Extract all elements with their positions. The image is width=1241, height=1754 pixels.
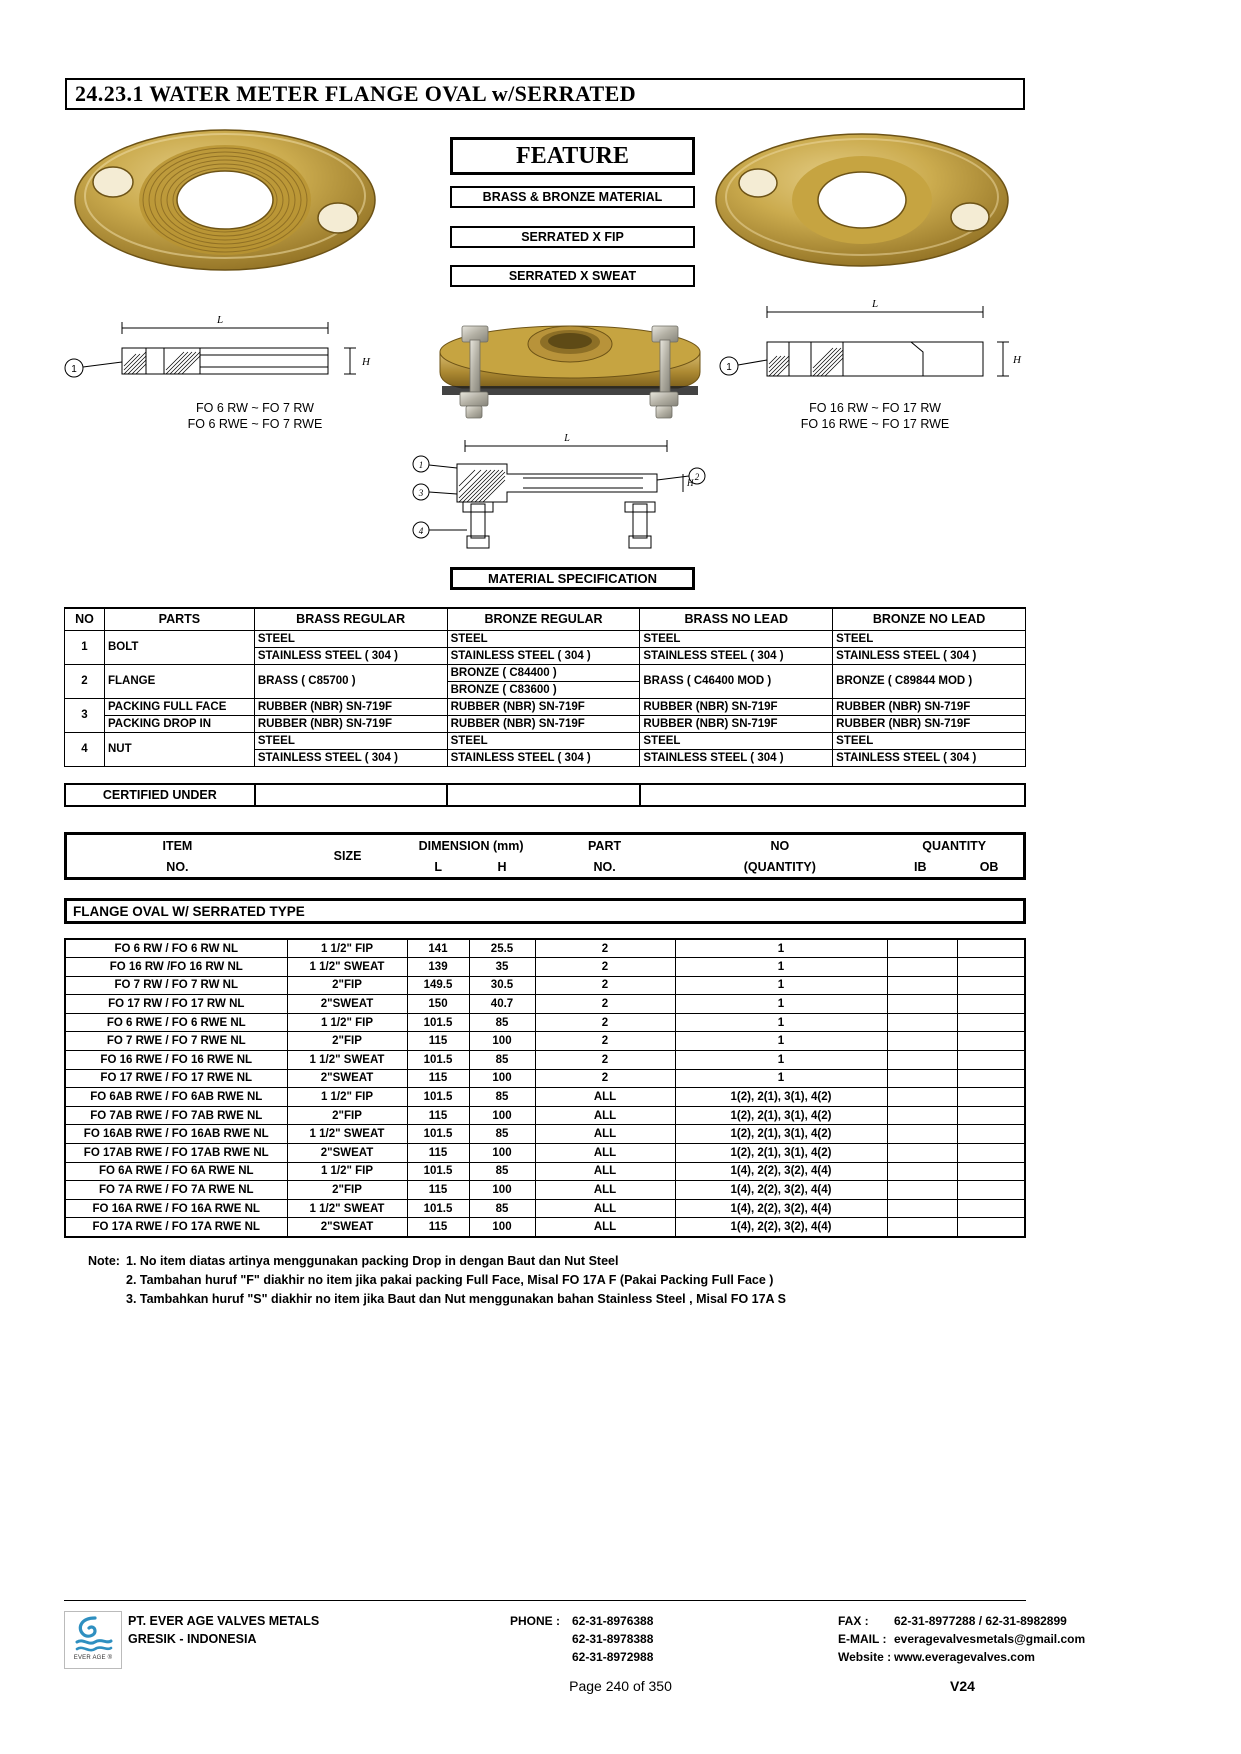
cell-h: 100 [469,1032,535,1051]
caption-right-line2: FO 16 RWE ~ FO 17 RWE [800,417,950,431]
cell-no-quantity: 1(2), 2(1), 3(1), 4(2) [675,1144,887,1163]
note-text-2: 2. Tambahan huruf "F" diakhir no item jika pakai packing Full Face, Misal FO 17A F (Pakai Packing Full Face ) [126,1273,774,1287]
section-drawing-left [60,310,400,405]
feature-item-fip [450,226,695,248]
cell-h: 85 [469,1162,535,1181]
cell-l: 141 [407,939,469,958]
cell-value: BRASS ( C85700 ) [254,664,447,698]
cell-ob [957,976,1025,995]
cell-item-no: FO 7 RW / FO 7 RW NL [65,976,287,995]
cell-size: 2"FIP [287,1106,407,1125]
footer-website-row [838,1648,1085,1666]
cell-part: NUT [104,732,254,766]
cell-value: RUBBER (NBR) SN-719F [640,698,833,715]
cell-value: RUBBER (NBR) SN-719F [254,698,447,715]
cell-value: STAINLESS STEEL ( 304 ) [833,647,1026,664]
cell-value: STAINLESS STEEL ( 304 ) [254,647,447,664]
cell-size: 2"FIP [287,1181,407,1200]
cell-ib [887,1144,957,1163]
cell-part: BOLT [104,630,254,664]
certified-under-label: CERTIFIED UNDER [65,784,255,806]
cell-size: 2"SWEAT [287,1218,407,1237]
cell-ob [957,1032,1025,1051]
cell-ib [887,1199,957,1218]
dim-l: L [434,859,442,874]
dim-h: H [497,859,507,874]
table-row [65,958,1025,977]
svg-text:H: H [362,356,370,368]
cell-value: RUBBER (NBR) SN-719F [833,715,1026,732]
col-brass-no-lead: BRASS NO LEAD [640,608,833,630]
flange-data-table [64,938,1026,1238]
cell-l: 115 [407,1069,469,1088]
footer-contact-block [838,1612,1085,1666]
table-row [65,732,1026,749]
cell-no: 4 [65,732,105,766]
cell-ob [957,1013,1025,1032]
feature-item-label: SERRATED X SWEAT [508,269,637,283]
cell-item-no: FO 6 RW / FO 6 RW NL [65,939,287,958]
assembly-drawing [395,432,725,562]
cell-ob [957,995,1025,1014]
cell-value: RUBBER (NBR) SN-719F [640,715,833,732]
table-row [65,1088,1025,1107]
note-row-3 [88,1290,786,1309]
dim-item-top: ITEM [162,838,193,853]
cell-part: PACKING FULL FACE [104,698,254,715]
svg-text:L: L [216,314,224,326]
cell-no-quantity: 1(2), 2(1), 3(1), 4(2) [675,1088,887,1107]
cell-l: 150 [407,995,469,1014]
cell-part: PACKING DROP IN [104,715,254,732]
svg-text:1: 1 [726,362,732,373]
cell-no-quantity: 1(2), 2(1), 3(1), 4(2) [675,1125,887,1144]
cell-value: BRONZE ( C83600 ) [447,681,640,698]
table-row [65,1106,1025,1125]
cell-l: 115 [407,1106,469,1125]
cell-ib [887,1162,957,1181]
feature-item-label: SERRATED X FIP [521,230,624,244]
cell-no-quantity: 1(2), 2(1), 3(1), 4(2) [675,1106,887,1125]
page-title: 24.23.1 WATER METER FLANGE OVAL w/SERRATED [75,81,636,106]
caption-left-line2: FO 6 RWE ~ FO 7 RWE [187,417,323,431]
footer-website-value[interactable]: www.everagevalves.com [894,1650,1035,1664]
cell-value: STEEL [833,732,1026,749]
cell-no-quantity: 1(4), 2(2), 3(2), 4(4) [675,1218,887,1237]
cell-item-no: FO 17A RWE / FO 17A RWE NL [65,1218,287,1237]
table-row [65,630,1026,647]
cell-value: BRASS ( C46400 MOD ) [640,664,833,698]
cell-l: 101.5 [407,1162,469,1181]
footer-company [128,1612,319,1648]
cell-h: 25.5 [469,939,535,958]
dim-ob: OB [979,859,999,874]
cell-value: STEEL [254,732,447,749]
cell-item-no: FO 6A RWE / FO 6A RWE NL [65,1162,287,1181]
feature-item-label: BRASS & BRONZE MATERIAL [482,190,663,204]
cell-part-no: ALL [535,1144,675,1163]
cell-no-quantity: 1 [675,1032,887,1051]
footer-fax-row [838,1612,1085,1630]
cell-item-no: FO 16A RWE / FO 16A RWE NL [65,1199,287,1218]
cell-size: 1 1/2" SWEAT [287,1125,407,1144]
cell-value: STAINLESS STEEL ( 304 ) [640,647,833,664]
version-number: V24 [950,1678,975,1694]
table-row [65,1218,1025,1237]
table-row [65,698,1026,715]
caption-right [740,400,1010,432]
feature-item-material [450,186,695,208]
svg-text:2: 2 [694,472,700,482]
cell-item-no: FO 6 RWE / FO 6 RWE NL [65,1013,287,1032]
cell-no-quantity: 1 [675,1069,887,1088]
cell-item-no: FO 7A RWE / FO 7A RWE NL [65,1181,287,1200]
footer-phone-row-1 [510,1612,653,1630]
dimension-header-box [64,832,1026,880]
table-row [65,939,1025,958]
notes-label: Note: [88,1254,120,1268]
cell-value: STEEL [254,630,447,647]
cell-h: 30.5 [469,976,535,995]
caption-right-line1: FO 16 RW ~ FO 17 RW [809,401,941,415]
col-parts: PARTS [104,608,254,630]
table-row [65,784,1025,806]
footer-fax-label: FAX : [838,1614,869,1628]
cell-no-quantity: 1 [675,1051,887,1070]
cell-l: 101.5 [407,1051,469,1070]
col-brass-regular: BRASS REGULAR [254,608,447,630]
table-header-row [65,608,1026,630]
cell-item-no: FO 16AB RWE / FO 16AB RWE NL [65,1125,287,1144]
footer-email-value[interactable]: everagevalvesmetals@gmail.com [894,1632,1086,1646]
cell-ob [957,1199,1025,1218]
certified-under-cell-3 [640,784,1025,806]
cell-no-quantity: 1 [675,1013,887,1032]
cell-value: STAINLESS STEEL ( 304 ) [254,749,447,766]
table-row [65,664,1026,681]
cell-ib [887,976,957,995]
table-row [65,1051,1025,1070]
svg-text:L: L [564,433,570,444]
cell-no-quantity: 1 [675,976,887,995]
cell-h: 100 [469,1106,535,1125]
col-bronze-regular: BRONZE REGULAR [447,608,640,630]
cell-ib [887,1032,957,1051]
cell-value: RUBBER (NBR) SN-719F [254,715,447,732]
cell-ob [957,1181,1025,1200]
table-row [65,715,1026,732]
cell-ob [957,1125,1025,1144]
footer-company-name: PT. EVER AGE VALVES METALS [128,1614,320,1628]
svg-text:3: 3 [418,488,424,498]
cell-part-no: ALL [535,1181,675,1200]
col-bronze-no-lead: BRONZE NO LEAD [833,608,1026,630]
cell-h: 85 [469,1125,535,1144]
cell-ib [887,1051,957,1070]
cell-item-no: FO 17AB RWE / FO 17AB RWE NL [65,1144,287,1163]
cell-item-no: FO 7AB RWE / FO 7AB RWE NL [65,1106,287,1125]
cell-ib [887,1125,957,1144]
cell-ib [887,1106,957,1125]
notes-block [88,1252,786,1309]
cell-ob [957,1106,1025,1125]
cell-value: STEEL [640,630,833,647]
cell-size: 2"SWEAT [287,1144,407,1163]
cell-ib [887,995,957,1014]
assembly-photo [420,300,720,430]
cell-value: BRONZE ( C84400 ) [447,664,640,681]
footer-phone-3: 62-31-8972988 [572,1650,654,1664]
cell-value: STEEL [640,732,833,749]
note-row-1 [88,1252,786,1271]
material-spec-heading: MATERIAL SPECIFICATION [488,571,657,586]
cell-no-quantity: 1 [675,939,887,958]
cell-l: 101.5 [407,1013,469,1032]
svg-text:1: 1 [71,364,77,375]
material-spec-heading-box [450,567,695,590]
footer-divider [64,1600,1026,1601]
cell-l: 115 [407,1144,469,1163]
cell-h: 85 [469,1088,535,1107]
cell-part-no: 2 [535,1051,675,1070]
dim-part-bottom: NO. [593,859,616,874]
cell-value: STAINLESS STEEL ( 304 ) [833,749,1026,766]
feature-heading-box [450,137,695,175]
cell-h: 85 [469,1013,535,1032]
table-row [65,1032,1025,1051]
section-drawing-right [715,290,1025,405]
footer-phone-row-2 [510,1630,653,1648]
cell-h: 100 [469,1144,535,1163]
cell-ob [957,939,1025,958]
dim-size: SIZE [333,849,362,863]
caption-left-line1: FO 6 RW ~ FO 7 RW [196,401,314,415]
cell-l: 101.5 [407,1125,469,1144]
feature-heading: FEATURE [516,142,629,169]
cell-size: 2"SWEAT [287,995,407,1014]
cell-size: 2"FIP [287,1032,407,1051]
cell-ob [957,1144,1025,1163]
page-title-box [65,78,1025,110]
svg-text:H: H [687,478,694,488]
cell-ib [887,1013,957,1032]
cell-part-no: 2 [535,1013,675,1032]
product-photo-left [70,120,380,285]
col-no: NO [65,608,105,630]
cell-ob [957,1162,1025,1181]
svg-text:4: 4 [418,526,424,536]
footer-email-label: E-MAIL : [838,1632,887,1646]
cell-l: 139 [407,958,469,977]
note-row-2 [88,1271,786,1290]
cell-item-no: FO 16 RWE / FO 16 RWE NL [65,1051,287,1070]
table-row [65,1125,1025,1144]
svg-text:H: H [1013,354,1021,366]
cell-ib [887,1069,957,1088]
cell-ob [957,1051,1025,1070]
cell-ib [887,1088,957,1107]
footer-phone-1: 62-31-8976388 [572,1614,654,1628]
cell-size: 1 1/2" FIP [287,1162,407,1181]
table-row [65,976,1025,995]
cell-size: 2"SWEAT [287,1069,407,1088]
cell-value: STAINLESS STEEL ( 304 ) [640,749,833,766]
dim-no-top: NO [770,838,790,853]
cell-part-no: 2 [535,958,675,977]
footer-phone-2: 62-31-8978388 [572,1632,654,1646]
cell-ob [957,1088,1025,1107]
cell-l: 115 [407,1032,469,1051]
dim-no-bottom: (QUANTITY) [743,859,816,874]
dim-header-top-row [67,835,1023,856]
cell-no-quantity: 1(4), 2(2), 3(2), 4(4) [675,1199,887,1218]
cell-no-quantity: 1 [675,995,887,1014]
cell-part-no: ALL [535,1088,675,1107]
cell-part-no: 2 [535,1069,675,1088]
note-text-3: 3. Tambahkan huruf "S" diakhir no item jika Baut dan Nut menggunakan bahan Stainless Steel , Misal FO 17A S [126,1292,786,1306]
logo-wordmark: EVER AGE ® [73,1655,113,1661]
dim-quantity-top: QUANTITY [922,838,987,853]
table-row [65,1013,1025,1032]
cell-size: 1 1/2" SWEAT [287,1199,407,1218]
certified-under-cell-1 [255,784,448,806]
table-row [65,1199,1025,1218]
cell-item-no: FO 17 RW / FO 17 RW NL [65,995,287,1014]
dim-header-bottom-row [67,856,1023,877]
cell-size: 2"FIP [287,976,407,995]
table-row [65,1069,1025,1088]
feature-item-sweat [450,265,695,287]
table-row [65,1162,1025,1181]
table-row [65,1144,1025,1163]
cell-no: 2 [65,664,105,698]
cell-ob [957,1218,1025,1237]
cell-part-no: ALL [535,1106,675,1125]
footer-phone-block [510,1612,653,1666]
cell-h: 40.7 [469,995,535,1014]
certified-under-table [64,783,1026,807]
cell-value: STEEL [447,630,640,647]
footer-website-label: Website : [838,1650,892,1664]
cell-l: 115 [407,1181,469,1200]
cell-ob [957,958,1025,977]
cell-part-no: 2 [535,976,675,995]
footer-phone-row-3 [510,1648,653,1666]
svg-text:L: L [871,298,879,310]
caption-left [130,400,380,432]
cell-ib [887,958,957,977]
certified-under-cell-2 [447,784,640,806]
cell-h: 100 [469,1069,535,1088]
cell-size: 1 1/2" SWEAT [287,1051,407,1070]
cell-h: 85 [469,1051,535,1070]
cell-size: 1 1/2" FIP [287,1088,407,1107]
cell-value: STAINLESS STEEL ( 304 ) [447,749,640,766]
dim-part-top: PART [588,838,622,853]
cell-part-no: 2 [535,1032,675,1051]
cell-l: 101.5 [407,1088,469,1107]
cell-value: RUBBER (NBR) SN-719F [833,698,1026,715]
page-number: Page 240 of 350 [569,1678,672,1694]
cell-value: RUBBER (NBR) SN-719F [447,698,640,715]
cell-value: BRONZE ( C89844 MOD ) [833,664,1026,698]
footer-fax-value: 62-31-8977288 / 62-31-8982899 [894,1614,1067,1628]
cell-size: 1 1/2" SWEAT [287,958,407,977]
cell-size: 1 1/2" FIP [287,939,407,958]
cell-part: FLANGE [104,664,254,698]
cell-part-no: ALL [535,1162,675,1181]
cell-part-no: ALL [535,1125,675,1144]
cell-l: 149.5 [407,976,469,995]
flange-data-body [65,939,1025,1237]
cell-value: RUBBER (NBR) SN-719F [447,715,640,732]
cell-part-no: ALL [535,1199,675,1218]
cell-l: 115 [407,1218,469,1237]
cell-ib [887,939,957,958]
product-photo-right [712,125,1012,280]
cell-h: 100 [469,1218,535,1237]
table-row [65,995,1025,1014]
material-spec-table [64,607,1026,767]
cell-item-no: FO 16 RW /FO 16 RW NL [65,958,287,977]
dim-ib: IB [914,859,927,874]
cell-no-quantity: 1 [675,958,887,977]
cell-no-quantity: 1(4), 2(2), 3(2), 4(4) [675,1181,887,1200]
footer-phone-label: PHONE : [510,1614,561,1628]
cell-value: STAINLESS STEEL ( 304 ) [447,647,640,664]
cell-item-no: FO 17 RWE / FO 17 RWE NL [65,1069,287,1088]
type-heading: FLANGE OVAL W/ SERRATED TYPE [73,903,305,919]
cell-no: 3 [65,698,105,732]
cell-size: 1 1/2" FIP [287,1013,407,1032]
dim-dimension-top: DIMENSION (mm) [418,838,524,853]
cell-l: 101.5 [407,1199,469,1218]
cell-part-no: 2 [535,995,675,1014]
footer-email-row [838,1630,1085,1648]
cell-value: STEEL [833,630,1026,647]
dim-item-bottom: NO. [166,859,189,874]
cell-item-no: FO 6AB RWE / FO 6AB RWE NL [65,1088,287,1107]
cell-ob [957,1069,1025,1088]
cell-part-no: ALL [535,1218,675,1237]
cell-no: 1 [65,630,105,664]
table-row [65,1181,1025,1200]
svg-text:1: 1 [418,460,424,470]
cell-value: STEEL [447,732,640,749]
cell-h: 100 [469,1181,535,1200]
cell-ib [887,1181,957,1200]
type-heading-box [64,898,1026,924]
footer-company-location: GRESIK - INDONESIA [128,1632,257,1646]
cell-ib [887,1218,957,1237]
note-text-1: 1. No item diatas artinya menggunakan packing Drop in dengan Baut dan Nut Steel [126,1254,619,1268]
cell-h: 85 [469,1199,535,1218]
cell-part-no: 2 [535,939,675,958]
cell-no-quantity: 1(4), 2(2), 3(2), 4(4) [675,1162,887,1181]
cell-h: 35 [469,958,535,977]
cell-item-no: FO 7 RWE / FO 7 RWE NL [65,1032,287,1051]
